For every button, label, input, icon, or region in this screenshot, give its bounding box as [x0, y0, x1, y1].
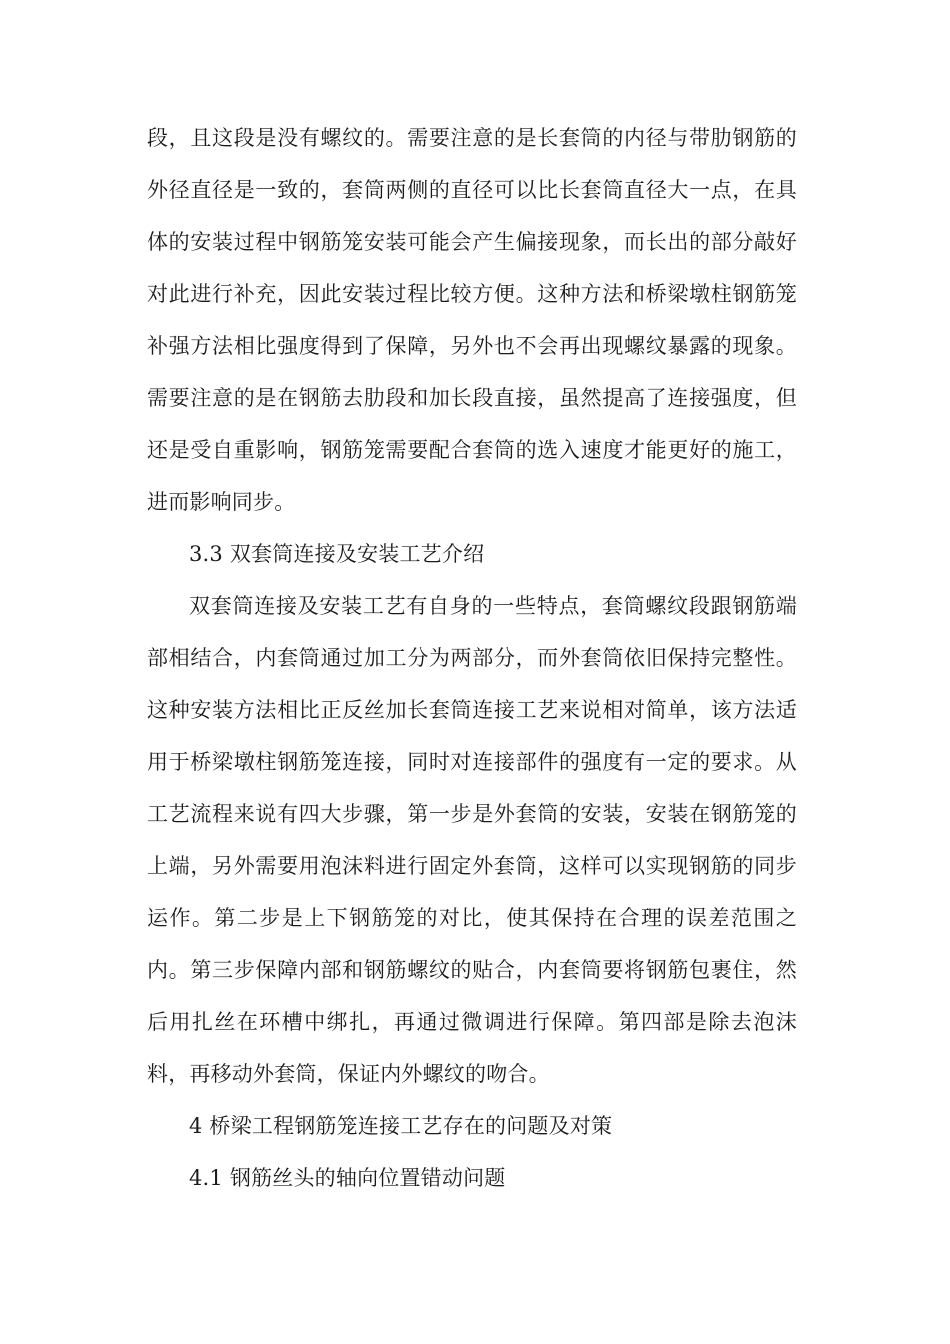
- body-text: [147, 112, 797, 1204]
- section-heading-4-1: 4.1 钢筋丝头的轴向位置错动问题: [189, 1166, 506, 1190]
- section-heading-4: 4 桥梁工程钢筋笼连接工艺存在的问题及对策: [189, 1114, 613, 1138]
- section-heading-3-3: 3.3 双套筒连接及安装工艺介绍: [189, 542, 485, 566]
- paragraph-double-sleeve: 双套筒连接及安装工艺有自身的一些特点，套筒螺纹段跟钢筋端部相结合，内套筒通过加工分为两部分，而外套筒依旧保持完整性。这种安装方法相比正反丝加长套筒连接工艺来说相对简单，该方法适用于桥梁墩柱钢筋笼连接，同时对连接部件的强度有一定的要求。从工艺流程来说有四大步骤，第一步是外套筒的安装，安装在钢筋笼的上端，另外需要用泡沫料进行固定外套筒，这样可以实现钢筋的同步运作。第二步是上下钢筋笼的对比，使其保持在合理的误差范围之内。第三步保障内部和钢筋螺纹的贴合，内套筒要将钢筋包裹住，然后用扎丝在环槽中绑扎，再通过微调进行保障。第四部是除去泡沫料，再移动外套筒，保证内外螺纹的吻合。: [147, 594, 797, 1086]
- paragraph-continued: 段，且这段是没有螺纹的。需要注意的是长套筒的内径与带肋钢筋的外径直径是一致的，套筒两侧的直径可以比长套筒直径大一点，在具体的安装过程中钢筋笼安装可能会产生偏接现象，而长出的部分敲好对此进行补充，因此安装过程比较方便。这种方法和桥梁墩柱钢筋笼补强方法相比强度得到了保障，另外也不会再出现螺纹暴露的现象。需要注意的是在钢筋去肋段和加长段直接，虽然提高了连接强度，但还是受自重影响，钢筋笼需要配合套筒的选入速度才能更好的施工，进而影响同步。: [147, 126, 797, 514]
